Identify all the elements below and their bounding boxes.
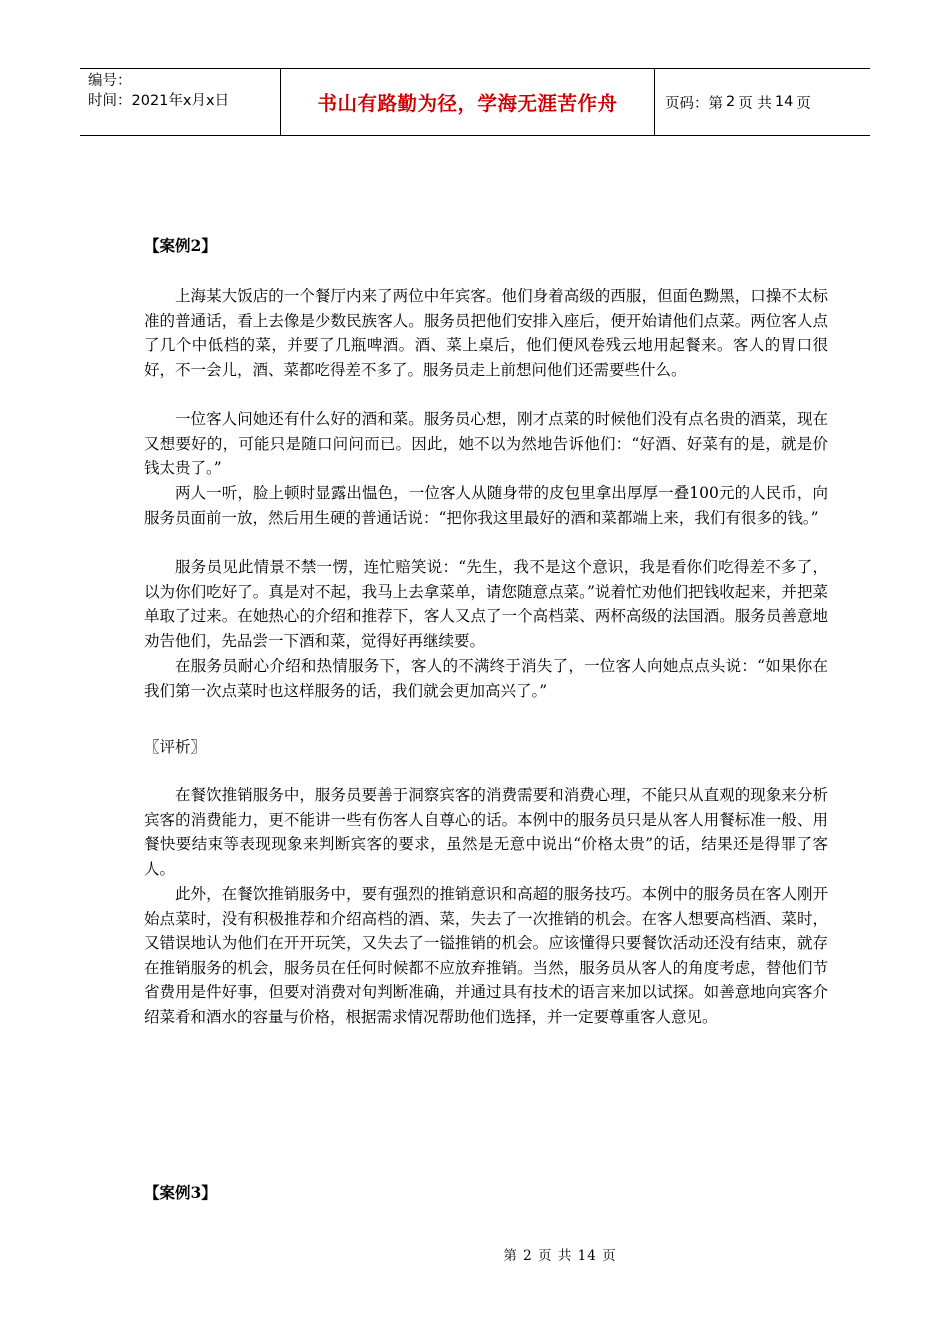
- date-line: 时间：2021年x月x日: [88, 93, 230, 109]
- page-current: 2: [726, 94, 736, 110]
- analysis-paragraph: 在餐饮推销服务中，服务员要善于洞察宾客的消费需要和消费心理，不能只从直观的现象来分析宾客的消费能力，更不能讲一些有伤客人自尊心的话。本例中的服务员只是从客人用餐标准一般、用餐快要结束等表现现象来判断宾客的要求，虽然是无意中说出“价格太贵”的话，结果还是得罪了客人。: [144, 786, 828, 878]
- page-mid: 页 共: [738, 95, 772, 112]
- case2-paragraph: 服务员见此情景不禁一愣，连忙赔笑说：“先生，我不是这个意识，我是看你们吃得差不多了，以为你们吃好了。真是对不起，我马上去拿菜单，请您随意点菜。”说着忙劝他们把钱收起来，并把菜单取了过来。在她热心的介绍和推荐下，客人又点了一个高档菜、两杯高级的法国酒。服务员善意地劝告他们，先品尝一下酒和菜，觉得好再继续要。: [144, 558, 828, 650]
- analysis-heading: 〖评析〗: [144, 738, 207, 756]
- header-meta: [80, 69, 281, 135]
- serial-label: 编号：: [88, 73, 132, 89]
- case2-heading: 【案例2】: [144, 236, 217, 255]
- case3-heading: 【案例3】: [144, 1183, 217, 1202]
- case2-paragraph: 在服务员耐心介绍和热情服务下，客人的不满终于消失了，一位客人向她点点头说：“如果你在我们第一次点菜时也这样服务的话，我们就会更加高兴了。”: [144, 657, 828, 700]
- page-prefix: 页码：第: [665, 95, 723, 112]
- case2-paragraph: 一位客人问她还有什么好的酒和菜。服务员心想，刚才点菜的时候他们没有点名贵的酒菜，现在又想要好的，可能只是随口问问而已。因此，她不以为然地告诉他们：“好酒、好菜有的是，就是价钱太贵了。”: [144, 410, 828, 477]
- analysis-paragraph: 此外，在餐饮推销服务中，要有强烈的推销意识和高超的服务技巧。本例中的服务员在客人刚开始点菜时，没有积极推荐和介绍高档的酒、菜，失去了一次推销的机会。在客人想要高档酒、菜时，又错误地认为他们在开开玩笑，又失去了一镒推销的机会。应该懂得只要餐饮活动还没有结束，就存在推销服务的机会，服务员在任何时候都不应放弃推销。当然，服务员从客人的角度考虑，替他们节省费用是件好事，但要对消费对旬判断准确，并通过具有技术的语言来加以试探。如善意地向宾客介绍菜肴和酒水的容量与价格，根据需求情况帮助他们选择，并一定要尊重客人意见。: [144, 885, 828, 1026]
- page-total: 14: [774, 94, 794, 110]
- page-suffix: 页: [796, 95, 811, 112]
- case2-paragraph: 上海某大饭店的一个餐厅内来了两位中年宾客。他们身着高级的西服，但面色黝黑，口操不太标准的普通话，看上去像是少数民族客人。服务员把他们安排入座后，便开始请他们点菜。两位客人点了几个中低档的菜，并要了几瓶啤酒。酒、菜上桌后，他们便风卷残云地用起餐来。客人的胃口很好，不一会儿，酒、菜都吃得差不多了。服务员走上前想问他们还需要些什么。: [144, 287, 828, 379]
- header-page-number: [655, 69, 870, 135]
- header-motto: 书山有路勤为径，学海无涯苦作舟: [281, 69, 655, 135]
- page-header: [80, 68, 870, 136]
- page-footer: 第 2 页 共 14 页: [503, 1248, 617, 1264]
- case2-paragraph: 两人一听，脸上顿时显露出愠色，一位客人从随身带的皮包里拿出厚厚一叠100元的人民币，向服务员面前一放，然后用生硬的普通话说：“把你我这里最好的酒和菜都端上来，我们有很多的钱。”: [144, 484, 828, 527]
